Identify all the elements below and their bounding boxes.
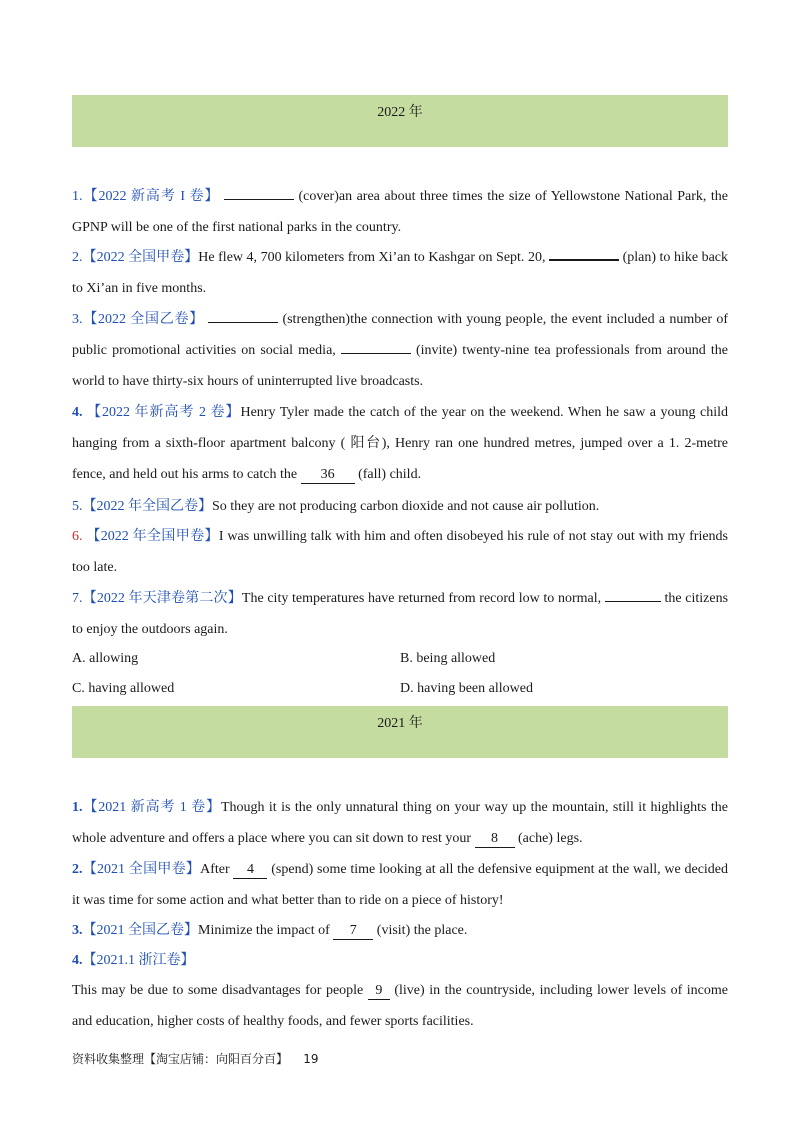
option-c[interactable]: C. having allowed bbox=[72, 681, 175, 696]
question-source-tag: 【2022 年全国甲卷】 bbox=[86, 529, 219, 544]
section-header-2021 bbox=[72, 706, 728, 758]
footer-source: 资料收集整理【淘宝店铺：向阳百分百】 bbox=[72, 1052, 289, 1066]
question-source-tag: 【2022 全国甲卷】 bbox=[82, 250, 199, 265]
answer-blank[interactable] bbox=[224, 199, 294, 200]
question-source-tag: 【2022 年天津卷第二次】 bbox=[82, 591, 242, 606]
question-2021-2: 2.【2021 全国甲卷】After 4 (spend) some time looking at all the defensive equipment at the wall, we decided it was time for some action and what better than to ride on a piece of history! bbox=[72, 862, 729, 908]
question-2022-7: 7.【2022 年天津卷第二次】The city temperatures have returned from record low to normal, the citizens to enjoy the outdoors again. bbox=[72, 591, 729, 637]
question-source-tag: 【2022 全国乙卷】 bbox=[82, 312, 204, 327]
question-2022-4: 4. 【2022 年新高考 2 卷】Henry Tyler made the catch of the year on the weekend. When he saw a young child hanging from a sixth-floor apartment balcony ( 阳台), Henry ran one hundred metres, jumped over a 1. 2-metre fence, and held out his arms to catch the 36 (fall) child. bbox=[72, 405, 729, 482]
answer-blank[interactable]: 9 bbox=[368, 983, 390, 1000]
question-2022-5: 5.【2022 年全国乙卷】So they are not producing carbon dioxide and not cause air pollution. bbox=[72, 499, 600, 514]
question-2022-6: 6. 【2022 年全国甲卷】I was unwilling talk with him and often disobeyed his rule of not stay out with my friends too late. bbox=[72, 529, 729, 575]
answer-blank[interactable] bbox=[605, 601, 661, 602]
question-source-tag: 【2021 全国乙卷】 bbox=[82, 923, 198, 938]
section-header-2022 bbox=[72, 95, 728, 147]
answer-blank[interactable] bbox=[549, 259, 619, 261]
option-a[interactable]: A. allowing bbox=[72, 651, 139, 666]
answer-blank[interactable]: 4 bbox=[233, 862, 267, 879]
answer-blank[interactable] bbox=[208, 322, 278, 323]
question-2021-1: 1.【2021 新高考 1 卷】Though it is the only unnatural thing on your way up the mountain, still it highlights the whole adventure and offers a place where you can sit down to rest your 8 (ache) legs. bbox=[72, 800, 728, 846]
answer-blank[interactable]: 8 bbox=[475, 831, 515, 848]
option-b[interactable]: B. being allowed bbox=[400, 651, 496, 666]
option-d[interactable]: D. having been allowed bbox=[400, 681, 533, 696]
question-source-tag: 【2021.1 浙江卷】 bbox=[82, 953, 195, 968]
question-2021-4: This may be due to some disadvantages for people 9 (live) in the countryside, including lower levels of income and education, higher costs of healthy foods, and fewer sports facilities. bbox=[72, 983, 728, 1029]
question-source-tag: 【2021 新高考 1 卷】 bbox=[82, 800, 221, 815]
answer-blank[interactable]: 7 bbox=[333, 923, 373, 940]
question-2022-3: 3.【2022 全国乙卷】 (strengthen)the connection with young people, the event included a number of public promotional activities on social media, (invite) twenty-nine tea professionals from around the world to have thirty-six hours of uninterrupted live broadcasts. bbox=[72, 312, 729, 389]
answer-blank[interactable]: 36 bbox=[301, 467, 355, 484]
page-number: 19 bbox=[303, 1052, 319, 1066]
question-2022-2: 2.【2022 全国甲卷】He flew 4, 700 kilometers from Xi’an to Kashgar on Sept. 20, (plan) to hike back to Xi’an in five months. bbox=[72, 250, 729, 296]
question-source-tag: 【2022 年新高考 2 卷】 bbox=[87, 405, 241, 420]
section-title: 2021 年 bbox=[377, 716, 423, 731]
question-2022-1: 1.【2022 新高考 I 卷】 (cover)an area about three times the size of Yellowstone National Park, the GPNP will be one of the first national parks in the country. bbox=[72, 189, 728, 235]
question-source-tag: 【2022 年全国乙卷】 bbox=[82, 499, 212, 514]
section-title: 2022 年 bbox=[377, 105, 423, 120]
question-2021-4-header: 4.【2021.1 浙江卷】 bbox=[72, 953, 195, 968]
question-source-tag: 【2021 全国甲卷】 bbox=[82, 862, 201, 877]
answer-blank[interactable] bbox=[341, 353, 411, 354]
question-source-tag: 【2022 新高考 I 卷】 bbox=[82, 189, 220, 204]
page-footer bbox=[72, 1050, 319, 1067]
question-2021-3: 3.【2021 全国乙卷】Minimize the impact of 7 (visit) the place. bbox=[72, 923, 468, 938]
